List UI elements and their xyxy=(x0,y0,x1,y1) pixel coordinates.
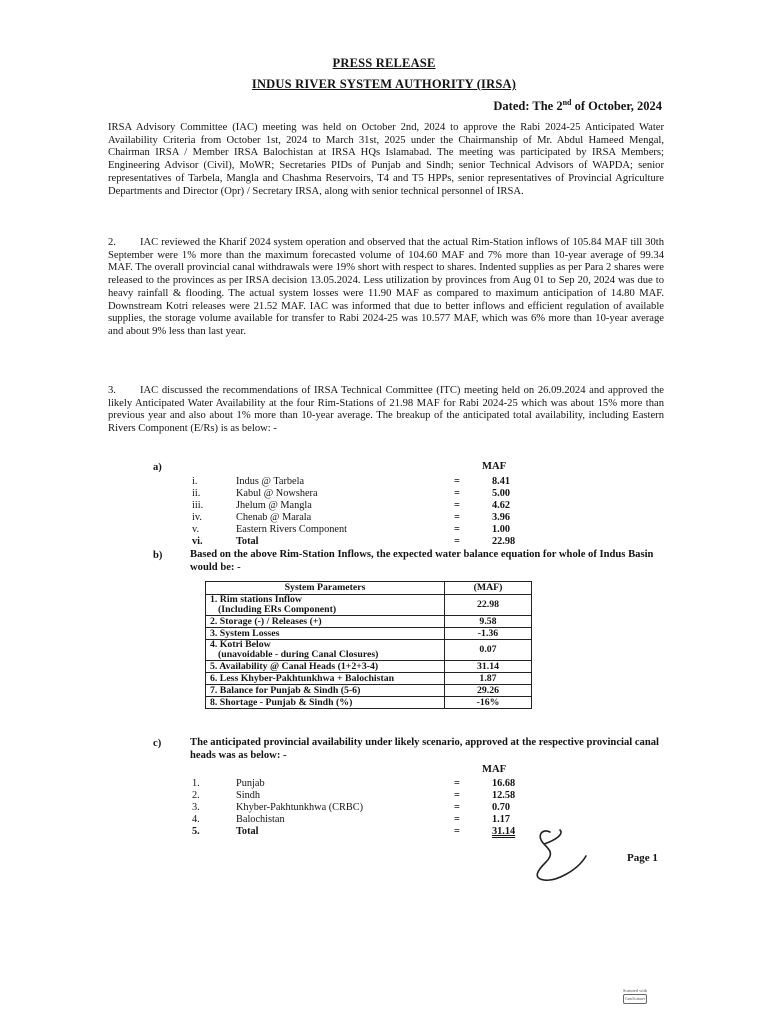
province-row xyxy=(192,790,522,802)
availability-num: vi. xyxy=(192,536,203,547)
province-num: 2. xyxy=(192,790,200,801)
table-header-maf: (MAF) xyxy=(445,582,532,595)
province-value: 12.58 xyxy=(492,790,516,801)
province-value: 0.70 xyxy=(492,802,511,813)
parameter-name: 6. Less Khyber-Pakhtunkhwa + Balochistan xyxy=(210,672,395,684)
province-name: Total xyxy=(236,826,259,837)
signature xyxy=(520,826,610,886)
availability-num: v. xyxy=(192,524,200,535)
section-c-unit: MAF xyxy=(482,764,507,775)
paragraph-1: IRSA Advisory Committee (IAC) meeting was held on October 2nd, 2024 to approve the Rabi 2024-25 Anticipated Water Availability Criteria from October 1st, 2024 to March 31st, 2025 under the Chairmanship of Mr. Abdul Hameed Mengal, Chairman IRSA / Member IRSA Balochistan at IRSA HQs Islamabad. The meeting was participated by IRSA Members; Engineering Advisor (Civil), MoWR; Secretaries PIDs of Punjab and Sindh; senior Technical Advisors of WAPDA; senior representatives of Tarbela, Mangla and Chashma Reservoirs, T4 and T5 HPPs, senior representatives of Provincial Agriculture Departments and Director (Opr) / Secretary IRSA, along with senior technical personnel of IRSA. xyxy=(108,122,664,197)
paragraph-3-text: IAC discussed the recommendations of IRSA Technical Committee (ITC) meeting held on 26.09.2024 and approved the likely Anticipated Water Availability at the four Rim-Stations of 21.98 MAF for Rabi 2024-25 which was about 15% more than previous year and also about 1% more than 10-year average. The breakup of the anticipated total availability, including Eastern Rivers Component (E/Rs) is as below: - xyxy=(108,385,664,435)
province-eq: = xyxy=(454,814,460,825)
availability-eq: = xyxy=(454,536,460,547)
parameter-name: 7. Balance for Punjab & Sindh (5-6) xyxy=(210,684,361,696)
province-row xyxy=(192,802,522,814)
provincial-list xyxy=(192,778,522,842)
release-date: Dated: The 2nd of October, 2024 xyxy=(493,98,662,114)
scanner-text: Scanned with xyxy=(622,988,648,993)
availability-name: Indus @ Tarbela xyxy=(236,476,305,487)
section-b-label: b) xyxy=(153,550,163,561)
maf-value-cell: 22.98 xyxy=(445,595,532,616)
maf-value-cell: 0.07 xyxy=(445,640,532,661)
availability-value: 1.00 xyxy=(492,524,511,535)
availability-value: 22.98 xyxy=(492,536,516,547)
paragraph-3-number: 3. xyxy=(108,385,116,396)
table-row xyxy=(206,661,532,673)
availability-num: iv. xyxy=(192,512,202,523)
scanner-brand: CamScanner xyxy=(623,994,647,1004)
paragraph-2-text: IAC reviewed the Kharif 2024 system operation and observed that the actual Rim-Station inflows of 105.84 MAF till 30th September were 1% more than the maximum forecasted volume of 104.60 MAF and 7% more than 10-year average of 99.34 MAF. The overall provincial canal withdrawals were 19% short with respect to shares. Indented supplies as per Para 2 shares were released to the provinces as per IRSA decision 13.05.2024. Less utilization by provinces from Aug 01 to Sep 20, 2024 was due to heavy rainfall & flooding. The actual system losses were 11.90 MAF as compared to maximum anticipation of 14.80 MAF. Downstream Kotri releases were 21.52 MAF. IAC was informed that due to better inflows and efficient regulation of available supplies, the storage volume available for transfer to Rabi 2024-25 was 10.577 MAF, which was 6% more than 10-year average and about 9% less than last year. xyxy=(108,237,664,337)
availability-eq: = xyxy=(454,488,460,499)
section-c-label: c) xyxy=(153,738,162,749)
parameter-cell xyxy=(206,616,445,628)
availability-name: Kabul @ Nowshera xyxy=(236,488,318,499)
availability-row xyxy=(192,512,522,524)
table-row xyxy=(206,697,532,709)
availability-value: 8.41 xyxy=(492,476,511,487)
availability-name: Total xyxy=(236,536,259,547)
availability-num: ii. xyxy=(192,488,201,499)
province-eq: = xyxy=(454,790,460,801)
table-row xyxy=(206,595,532,616)
province-value: 16.68 xyxy=(492,778,516,789)
availability-eq: = xyxy=(454,476,460,487)
province-num: 3. xyxy=(192,802,200,813)
province-name: Khyber-Pakhtunkhwa (CRBC) xyxy=(236,802,364,813)
province-num: 5. xyxy=(192,826,200,837)
parameter-cell xyxy=(206,640,445,661)
province-row xyxy=(192,826,522,838)
availability-row xyxy=(192,488,522,500)
province-name: Punjab xyxy=(236,778,265,789)
province-value: 31.14 xyxy=(492,826,516,837)
parameter-name: 5. Availability @ Canal Heads (1+2+3-4) xyxy=(210,660,379,672)
availability-row xyxy=(192,500,522,512)
province-value: 1.17 xyxy=(492,814,511,825)
paragraph-2-number: 2. xyxy=(108,237,116,248)
section-b-text: Based on the above Rim-Station Inflows, the expected water balance equation for whole of Indus Basin would be: - xyxy=(190,549,654,573)
availability-value: 3.96 xyxy=(492,512,511,523)
section-a-unit: MAF xyxy=(482,461,507,472)
availability-row xyxy=(192,524,522,536)
province-name: Balochistan xyxy=(236,814,285,825)
maf-value-cell: -1.36 xyxy=(445,628,532,640)
parameter-note: (unavoidable - during Canal Closures) xyxy=(218,649,379,660)
availability-num: i. xyxy=(192,476,198,487)
availability-eq: = xyxy=(454,500,460,511)
province-num: 1. xyxy=(192,778,200,789)
parameter-name: 3. System Losses xyxy=(210,627,280,639)
availability-value: 5.00 xyxy=(492,488,511,499)
parameter-cell xyxy=(206,661,445,673)
maf-value-cell: 1.87 xyxy=(445,673,532,685)
availability-eq: = xyxy=(454,524,460,535)
availability-name: Jhelum @ Mangla xyxy=(236,500,312,511)
parameter-cell xyxy=(206,685,445,697)
table-header-parameters: System Parameters xyxy=(206,582,445,595)
province-eq: = xyxy=(454,802,460,813)
parameter-cell xyxy=(206,697,445,709)
water-balance-table xyxy=(205,581,532,709)
province-num: 4. xyxy=(192,814,200,825)
parameter-cell xyxy=(206,628,445,640)
table-row xyxy=(206,673,532,685)
authority-name: INDUS RIVER SYSTEM AUTHORITY (IRSA) xyxy=(251,77,517,91)
parameter-cell xyxy=(206,673,445,685)
maf-value-cell: -16% xyxy=(445,697,532,709)
availability-name: Chenab @ Marala xyxy=(236,512,312,523)
table-row xyxy=(206,616,532,628)
section-c-text: The anticipated provincial availability under likely scenario, approved at the respective provincial canal heads was as below: - xyxy=(190,737,659,761)
paragraph-2 xyxy=(108,237,664,339)
maf-value-cell: 31.14 xyxy=(445,661,532,673)
table-row xyxy=(206,628,532,640)
parameter-name: 2. Storage (-) / Releases (+) xyxy=(210,615,322,627)
availability-row xyxy=(192,476,522,488)
availability-name: Eastern Rivers Component xyxy=(236,524,347,535)
availability-value: 4.62 xyxy=(492,500,511,511)
province-row xyxy=(192,814,522,826)
table-row xyxy=(206,685,532,697)
availability-eq: = xyxy=(454,512,460,523)
maf-value-cell: 29.26 xyxy=(445,685,532,697)
parameter-name: 8. Shortage - Punjab & Sindh (%) xyxy=(210,696,353,708)
province-name: Sindh xyxy=(236,790,261,801)
province-row xyxy=(192,778,522,790)
table-row xyxy=(206,640,532,661)
province-eq: = xyxy=(454,778,460,789)
province-eq: = xyxy=(454,826,460,837)
parameter-name: 4. Kotri Below xyxy=(210,639,271,650)
parameter-cell xyxy=(206,595,445,616)
section-a-label: a) xyxy=(153,462,162,473)
paragraph-3 xyxy=(108,385,664,436)
press-release-title: PRESS RELEASE xyxy=(332,56,436,70)
availability-row xyxy=(192,536,522,548)
parameter-note: (Including ERs Component) xyxy=(218,604,337,615)
parameter-name: 1. Rim stations Inflow xyxy=(210,594,302,605)
availability-list xyxy=(192,476,522,550)
page-number: Page 1 xyxy=(627,852,658,864)
scanner-watermark xyxy=(620,988,650,1004)
availability-num: iii. xyxy=(192,500,204,511)
maf-value-cell: 9.58 xyxy=(445,616,532,628)
